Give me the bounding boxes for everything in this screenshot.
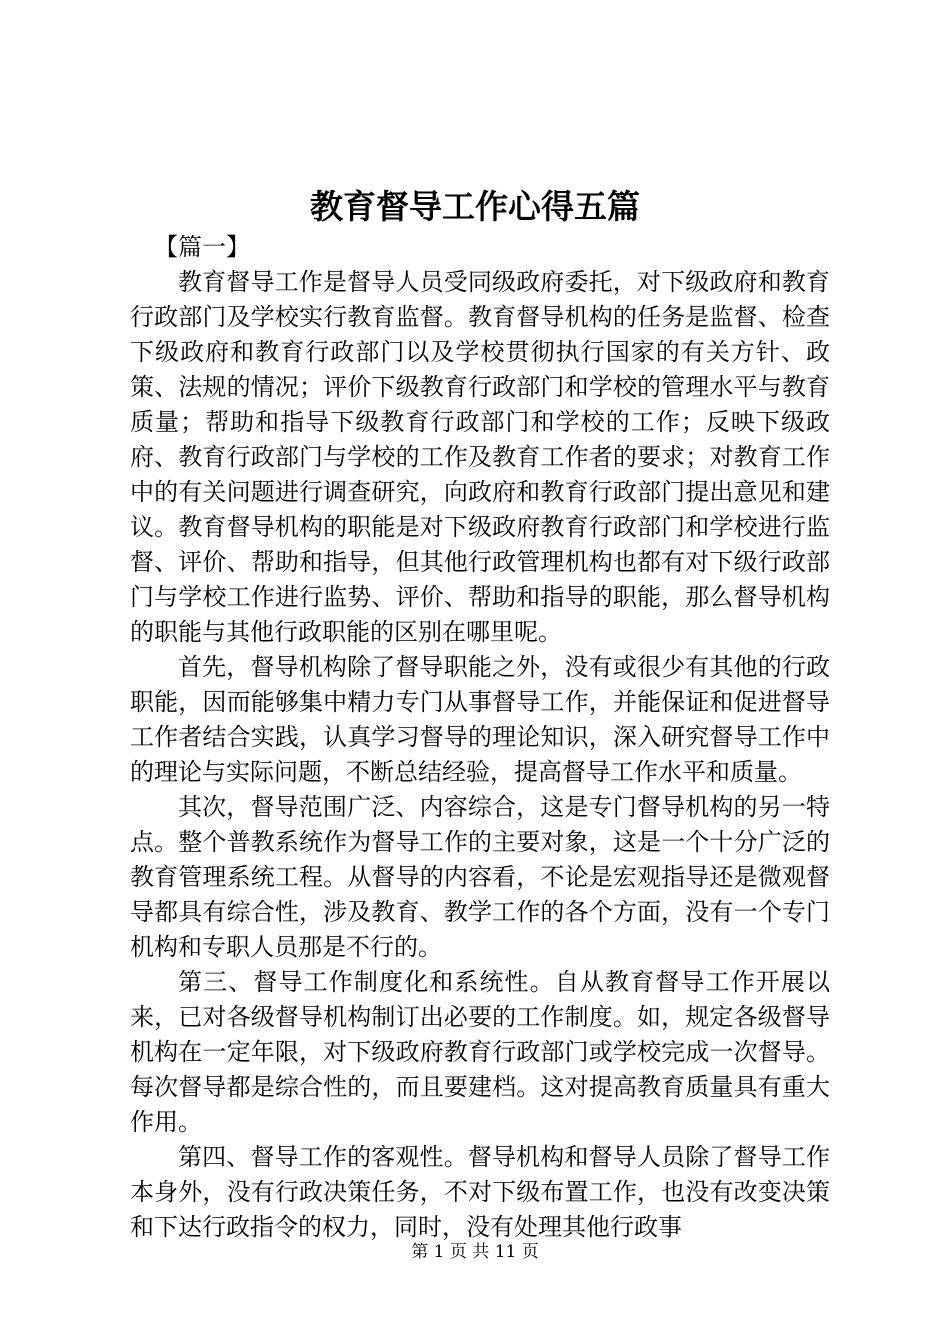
paragraph-4: 第三、督导工作制度化和系统性。自从教育督导工作开展以来，已对各级督导机构制订出必要的工作制度。如，规定各级督导机构在一定年限，对下级政府教育行政部门或学校完成一次督导。每次督导都是综合性的，而且要建档。这对提高教育质量具有重大作用。: [130, 968, 830, 1136]
section-heading: 【篇一】: [154, 233, 250, 261]
document-body: [130, 230, 830, 1245]
paragraph-3: 其次，督导范围广泛、内容综合，这是专门督导机构的另一特点。整个普教系统作为督导工作的主要对象，这是一个十分广泛的教育管理系统工程。从督导的内容看，不论是宏观指导还是微观督导都具有综合性，涉及教育、教学工作的各个方面，没有一个专门机构和专职人员那是不行的。: [130, 793, 830, 961]
paragraph-5: 第四、督导工作的客观性。督导机构和督导人员除了督导工作本身外，没有行政决策任务，不对下级布置工作，也没有改变决策和下达行政指令的权力，同时，没有处理其他行政事: [130, 1143, 830, 1241]
document-title: 教育督导工作心得五篇: [310, 187, 640, 226]
paragraph-1: 教育督导工作是督导人员受同级政府委托，对下级政府和教育行政部门及学校实行教育监督。教育督导机构的任务是监督、检查下级政府和教育行政部门以及学校贯彻执行国家的有关方针、政策、法规的情况；评价下级教育行政部门和学校的管理水平与教育质量；帮助和指导下级教育行政部门和学校的工作；反映下级政府、教育行政部门与学校的工作及教育工作者的要求；对教育工作中的有关问题进行调查研究，向政府和教育行政部门提出意见和建议。教育督导机构的职能是对下级政府教育行政部门和学校进行监督、评价、帮助和指导，但其他行政管理机构也都有对下级行政部门与学校工作进行监势、评价、帮助和指导的职能，那么督导机构的职能与其他行政职能的区别在哪里呢。: [130, 268, 830, 646]
page-footer: 第 1 页 共 11 页: [411, 1242, 539, 1262]
paragraph-2: 首先，督导机构除了督导职能之外，没有或很少有其他的行政职能，因而能够集中精力专门从事督导工作，并能保证和促进督导工作者结合实践，认真学习督导的理论知识，深入研究督导工作中的理论与实际问题，不断总结经验，提高督导工作水平和质量。: [130, 653, 830, 786]
